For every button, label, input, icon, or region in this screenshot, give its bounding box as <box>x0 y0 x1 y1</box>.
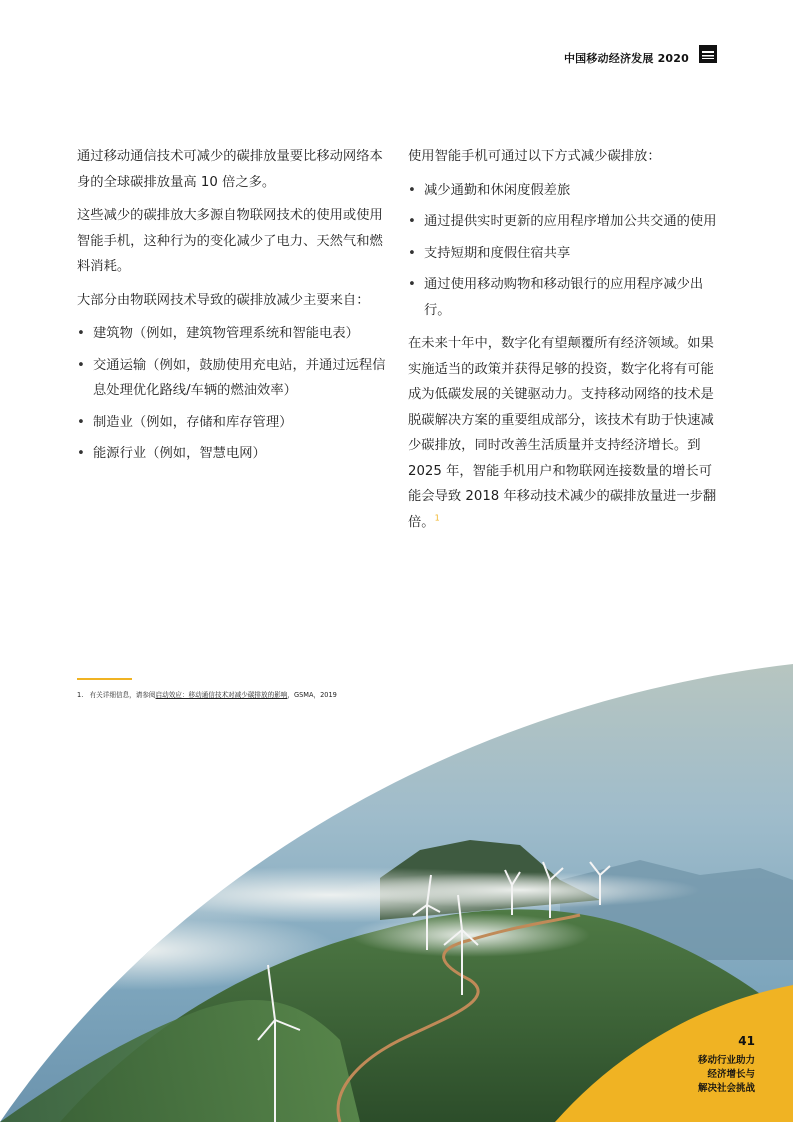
paragraph: 大部分由物联网技术导致的碳排放减少主要来自： <box>77 292 370 308</box>
list-item: • 减少通勤和休闲度假差旅 <box>408 178 720 204</box>
bullet-list <box>408 178 720 324</box>
bullet-list <box>77 321 387 467</box>
list-item: • 通过提供实时更新的应用程序增加公共交通的使用 <box>408 209 720 235</box>
list-item: • 制造业（例如，存储和库存管理） <box>77 410 387 436</box>
footnote-divider <box>77 678 132 680</box>
footnote-link[interactable]: 启动效应：移动通信技术对减少碳排放的影响 <box>155 691 288 699</box>
footnote-suffix: ，GSMA，2019 <box>287 691 337 699</box>
list-item: • 建筑物（例如，建筑物管理系统和智能电表） <box>77 321 387 347</box>
paragraph: 通过移动通信技术可减少的碳排放量要比移动网络本身的全球碳排放量高 10 倍之多。 <box>77 149 383 190</box>
footnote <box>77 689 337 699</box>
paragraph: 这些减少的碳排放大多源自物联网技术的使用或使用智能手机，这种行为的变化减少了电力、天然气和燃料消耗。 <box>77 208 383 274</box>
left-column <box>77 144 387 475</box>
footnote-number: 1. <box>77 691 84 699</box>
footnote-reference[interactable]: 1 <box>434 513 440 523</box>
paragraph-text: 在未来十年中，数字化有望颠覆所有经济领域。如果实施适当的政策并获得足够的投资，数字化将有可能成为低碳发展的关键驱动力。支持移动网络的技术是脱碳解决方案的重要组成部分，该技术有助于快速减少碳排放，同时改善生活质量并支持经济增长。到 2025 年，智能手机用户和物联网连接数量的增长可能会导致 2018 年移动技术减少的碳排放量进一步翻倍。 <box>408 336 717 530</box>
section-title-line: 移动行业助力 <box>697 1055 755 1066</box>
section-title <box>635 1054 755 1096</box>
list-item: • 交通运输（例如，鼓励使用充电站，并通过远程信息处理优化路线/车辆的燃油效率） <box>77 353 387 404</box>
list-item: • 通过使用移动购物和移动银行的应用程序减少出行。 <box>408 272 720 323</box>
footnote-prefix: 有关详细信息，请参阅 <box>89 691 156 699</box>
list-item: • 能源行业（例如，智慧电网） <box>77 441 387 467</box>
section-title-line: 解决社会挑战 <box>697 1083 755 1094</box>
paragraph: 使用智能手机可通过以下方式减少碳排放： <box>408 149 661 164</box>
right-column <box>408 144 720 543</box>
report-title: 中国移动经济发展 2020 <box>563 52 689 65</box>
paragraph <box>408 331 720 535</box>
section-title-line: 经济增长与 <box>707 1069 755 1080</box>
list-item: • 支持短期和度假住宿共享 <box>408 241 720 267</box>
gsma-intelligence-logo-icon <box>699 45 717 63</box>
page-number: 41 <box>738 1034 755 1048</box>
